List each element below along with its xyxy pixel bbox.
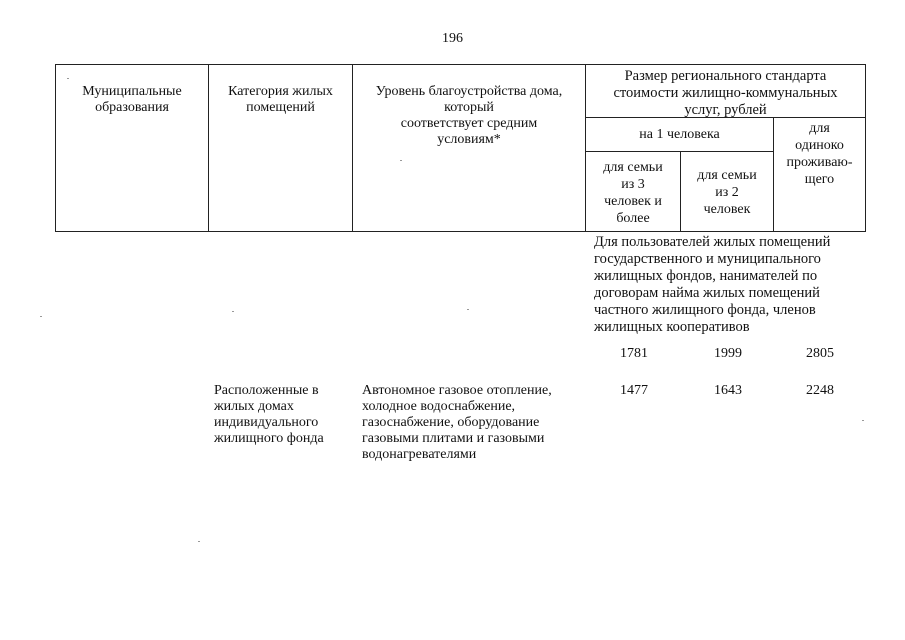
scan-speck (232, 311, 234, 312)
scan-speck (400, 160, 402, 161)
row-1-value-family2: 1999 (714, 346, 742, 361)
header-per-person: на 1 человека (639, 127, 720, 142)
scan-speck (467, 309, 469, 310)
row-1-value-single: 2805 (806, 346, 834, 361)
header-municipal: Муниципальные образования (82, 84, 182, 115)
section-note: Для пользователей жилых помещений государственного и муниципального жилищных фондов, нанимателей по договорам найма жилых помещений частного жилищного фонда, членов жилищных кооперативов (594, 234, 831, 335)
table-top-border (55, 64, 866, 65)
table-right-border (865, 64, 866, 232)
header-family-2: для семьи из 2 человек (697, 168, 757, 217)
row-2-level: Автономное газовое отопление, холодное водоснабжение, газоснабжение, оборудование газовыми плитами и газовыми водонагревателями (362, 383, 552, 462)
header-standard: Размер регионального стандарта стоимости жилищно-коммунальных услуг, рублей (613, 68, 838, 118)
row-2-category: Расположенные в жилых домах индивидуального жилищного фонда (214, 383, 324, 446)
row-2-value-family2: 1643 (714, 383, 742, 398)
scan-speck (198, 541, 200, 542)
header-family-3: для семьи из 3 человек и более (603, 160, 663, 226)
header-category: Категория жилых помещений (228, 84, 333, 115)
table-bottom-border (55, 231, 866, 232)
page-number: 196 (442, 31, 463, 46)
row-2-value-family3: 1477 (620, 383, 648, 398)
header-level: Уровень благоустройства дома, который соответствует средним условиям* (375, 84, 563, 147)
scan-speck (862, 420, 864, 421)
row-2-value-single: 2248 (806, 383, 834, 398)
row-1-value-family3: 1781 (620, 346, 648, 361)
header-single: для одиноко проживаю- щего (786, 121, 853, 187)
scan-speck (40, 316, 42, 317)
scan-speck (67, 78, 69, 79)
